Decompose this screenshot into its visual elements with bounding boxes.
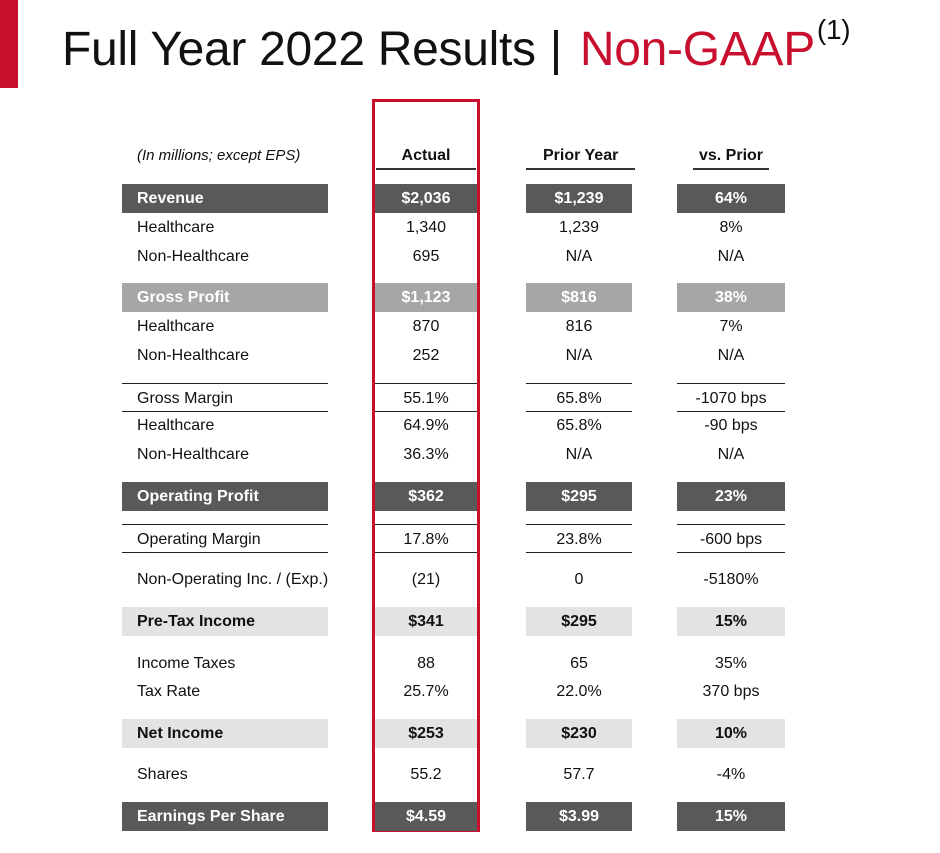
prior-year-value: $230 [526,719,632,748]
prior-year-value: 23.8% [526,524,632,553]
vs-prior-value: 7% [719,318,743,335]
title-footnote-ref: (1) [816,14,851,45]
actual-value: $2,036 [375,184,477,213]
prior-year-value: 22.0% [556,683,602,700]
row-label: Shares [137,766,188,783]
vs-prior-value: 8% [719,219,743,236]
actual-value: $4.59 [375,802,477,831]
vs-prior-value: -4% [716,766,746,783]
actual-value: $253 [375,719,477,748]
actual-value: 252 [412,347,440,364]
vs-prior-value: 10% [677,719,785,748]
prior-year-value: $3.99 [526,802,632,831]
prior-year-value: 1,239 [558,219,600,236]
vs-prior-value: -5180% [703,571,759,588]
vs-prior-value: N/A [717,446,745,463]
row-label: Tax Rate [137,683,201,700]
row-label: Pre-Tax Income [122,607,328,636]
vs-prior-value: 35% [714,655,748,672]
row-label: Healthcare [137,417,215,434]
vs-prior-value: -90 bps [704,417,758,434]
row-label: Operating Margin [122,524,328,553]
prior-year-value: 65.8% [556,417,602,434]
vs-prior-value: 15% [677,802,785,831]
row-label: Healthcare [137,318,215,335]
prior-year-value: 65.8% [526,383,632,412]
vs-prior-value: -1070 bps [677,383,785,412]
prior-year-value: 0 [574,571,584,588]
row-label: Healthcare [137,219,215,236]
prior-year-value: $295 [526,607,632,636]
actual-value: 25.7% [403,683,449,700]
prior-year-value: 65 [570,655,588,672]
actual-value: 1,340 [405,219,447,236]
actual-value: $1,123 [375,283,477,312]
row-label: Gross Margin [122,383,328,412]
units-note: (In millions; except EPS) [137,147,301,164]
prior-year-value: 57.7 [563,766,595,783]
actual-value: 88 [417,655,435,672]
row-label: Non-Healthcare [137,248,250,265]
prior-year-value: $295 [526,482,632,511]
column-header-actual: Actual [375,141,477,170]
row-label: Income Taxes [137,655,236,672]
row-label: Earnings Per Share [122,802,328,831]
actual-value: 695 [412,248,440,265]
row-label: Net Income [122,719,328,748]
actual-value: 870 [412,318,440,335]
prior-year-value: N/A [565,248,593,265]
vs-prior-value: 370 bps [702,683,760,700]
actual-value: 17.8% [375,524,477,553]
vs-prior-value: 64% [677,184,785,213]
actual-value: (21) [411,571,441,588]
row-label: Revenue [122,184,328,213]
actual-value: 55.2 [410,766,442,783]
vs-prior-value: -600 bps [677,524,785,553]
title-separator: | [549,23,562,76]
title-accent: Non-GAAP [579,23,815,76]
actual-value: $341 [375,607,477,636]
actual-value: $362 [375,482,477,511]
prior-year-value: $1,239 [526,184,632,213]
prior-year-value: $816 [526,283,632,312]
row-label: Non-Operating Inc. / (Exp.) [137,571,329,588]
row-label: Non-Healthcare [137,347,250,364]
row-label: Operating Profit [122,482,328,511]
slide-title [62,14,850,77]
column-header-vs-prior: vs. Prior [677,141,785,170]
actual-value: 55.1% [375,383,477,412]
vs-prior-value: 23% [677,482,785,511]
vs-prior-value: 15% [677,607,785,636]
title-main: Full Year 2022 Results [62,23,536,76]
vs-prior-value: 38% [677,283,785,312]
vs-prior-value: N/A [717,347,745,364]
vs-prior-value: N/A [717,248,745,265]
actual-value: 36.3% [403,446,449,463]
column-header-prior-year: Prior Year [526,141,632,170]
row-label: Non-Healthcare [137,446,250,463]
actual-value: 64.9% [403,417,449,434]
prior-year-value: 816 [565,318,593,335]
prior-year-value: N/A [565,347,593,364]
row-label: Gross Profit [122,283,328,312]
accent-bar [0,0,18,88]
prior-year-value: N/A [565,446,593,463]
